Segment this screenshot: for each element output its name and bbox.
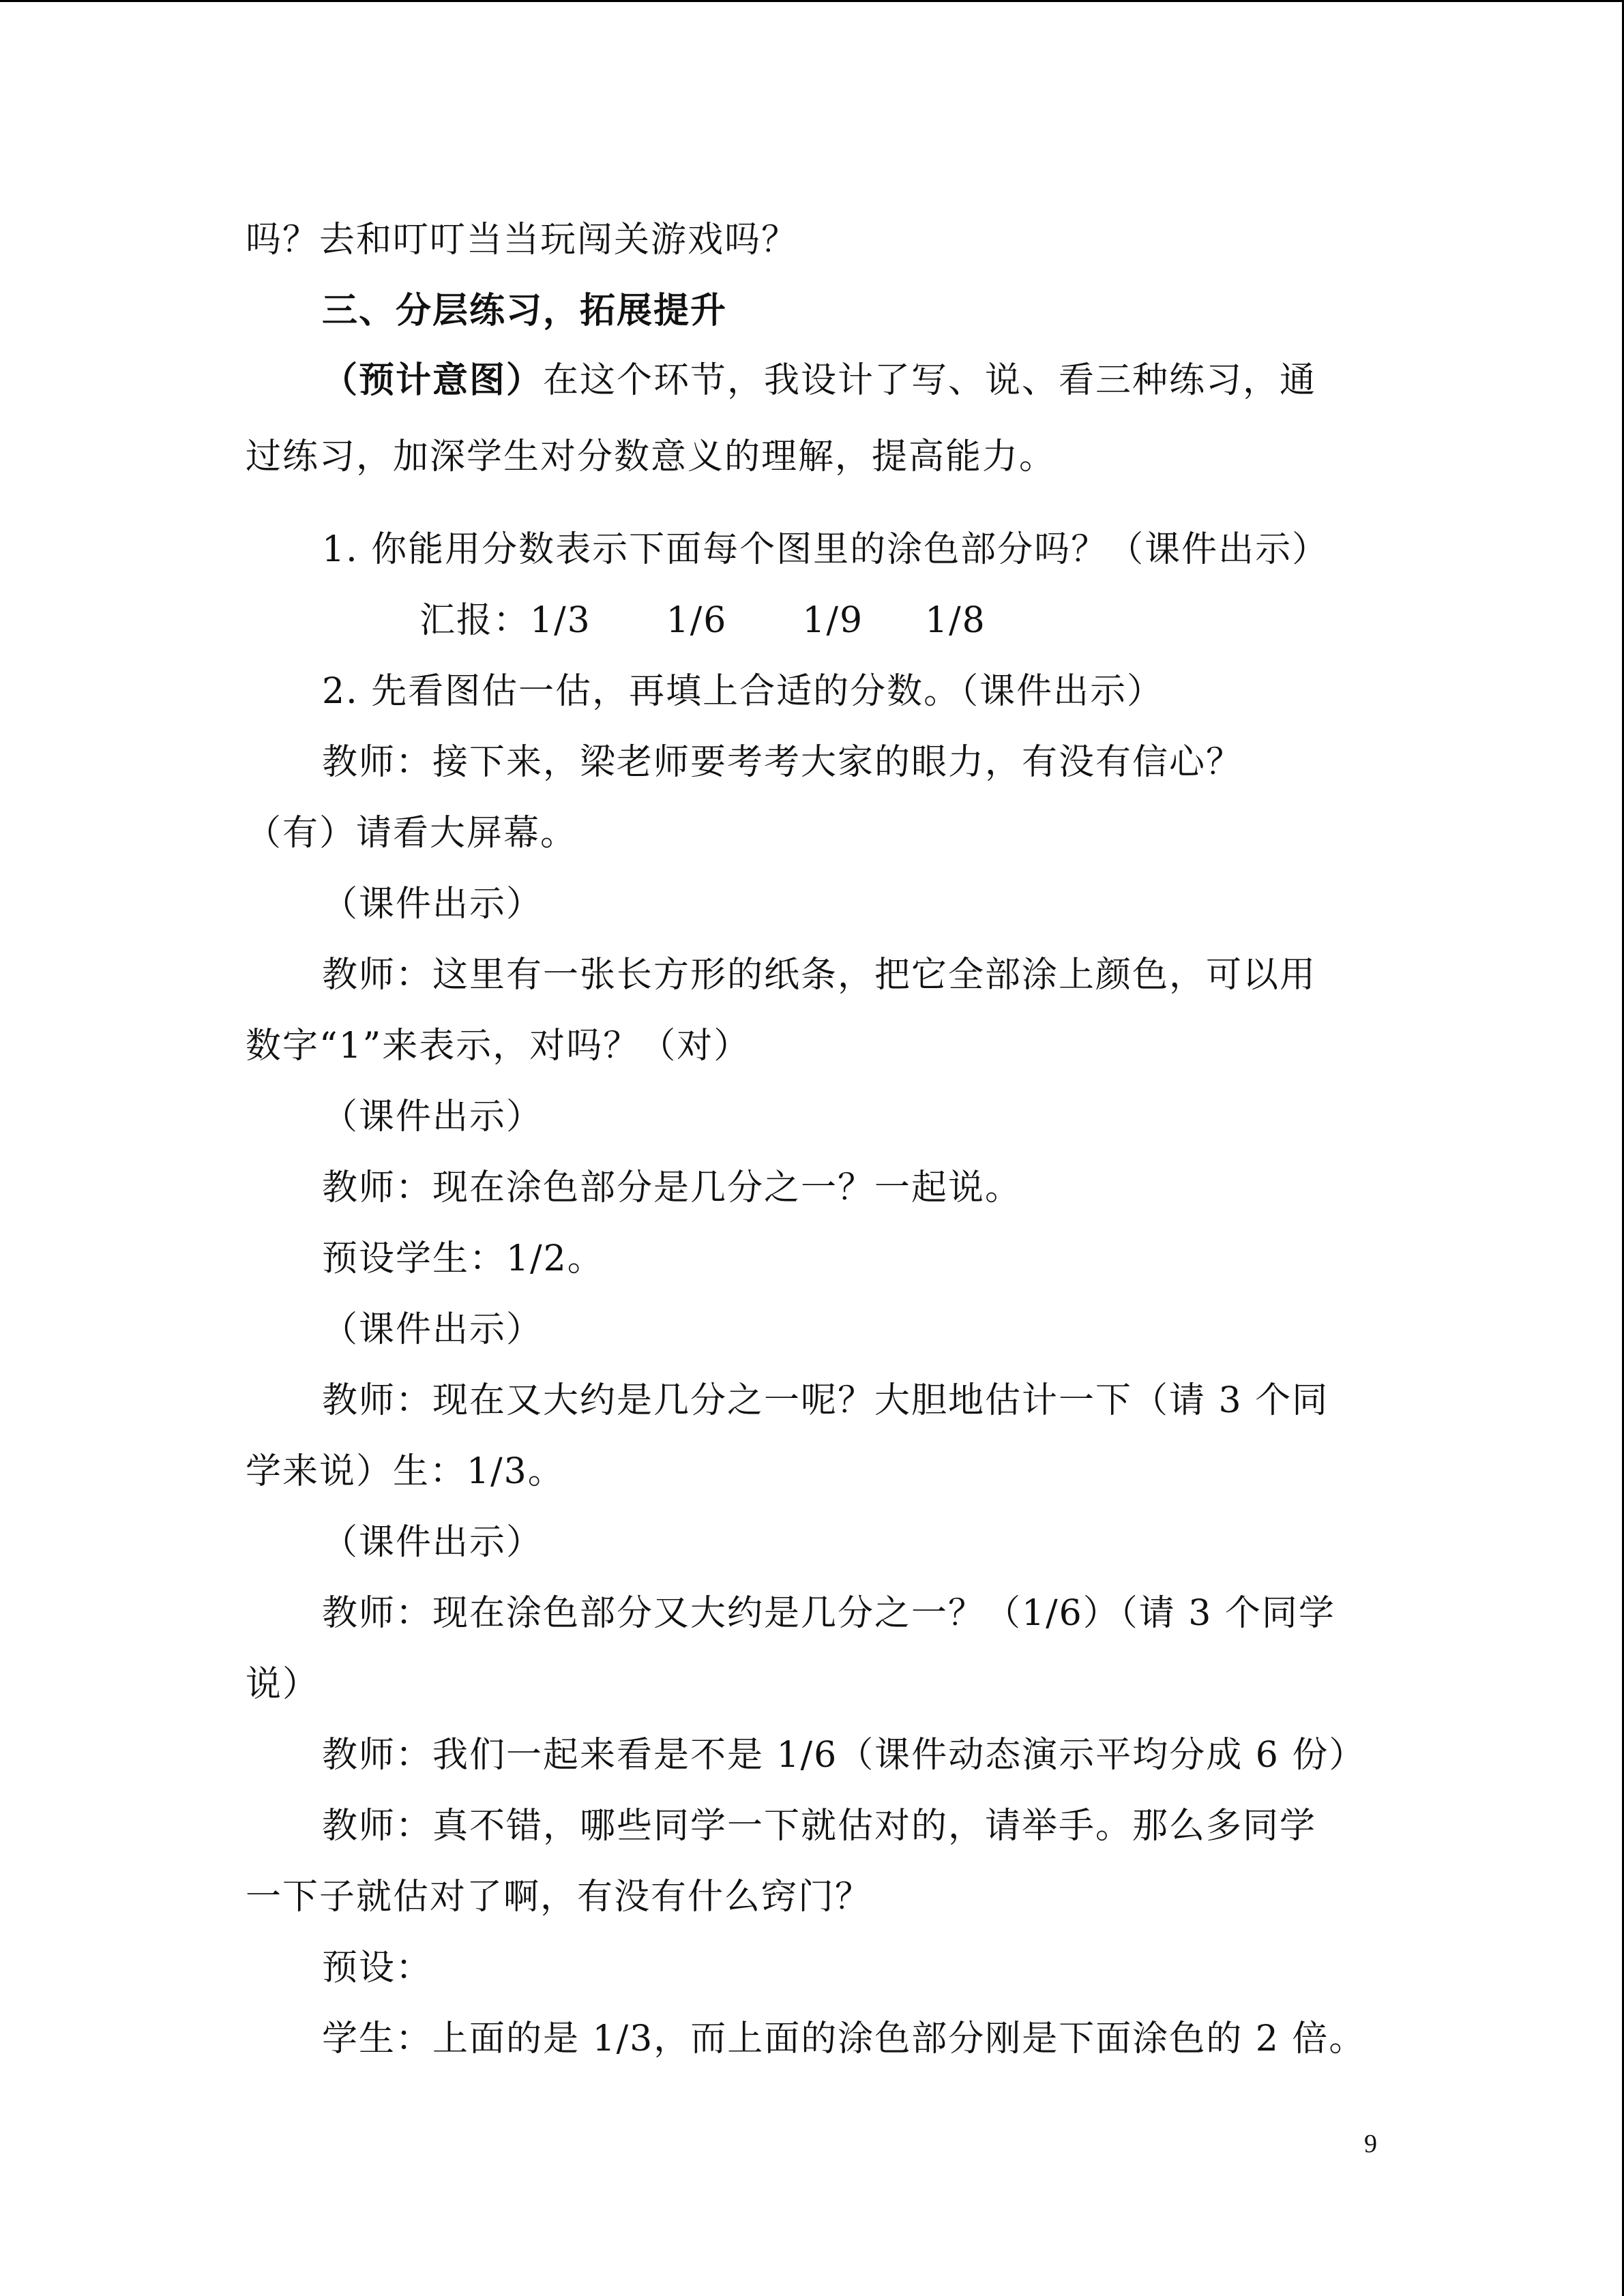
dialogue-line: 教师：现在又大约是几分之一呢？大胆地估计一下（请 3 个同 [322,1380,1329,1421]
stage-direction: （课件出示） [322,884,544,925]
stage-direction: （课件出示） [322,1522,544,1563]
dialogue-line: （有）请看大屏幕。 [246,813,578,854]
report-value: 1/3 [530,600,591,641]
dialogue-line: 教师：接下来，梁老师要考考大家的眼力，有没有信心？ [322,742,1243,783]
report-value: 1/8 [925,600,986,641]
dialogue-line: 说） [246,1664,320,1705]
stage-direction: （课件出示） [322,1309,544,1350]
report-value: 1/9 [802,600,864,641]
stage-direction: （课件出示） [322,1097,544,1137]
dialogue-line: 教师：这里有一张长方形的纸条，把它全部涂上颜色，可以用 [322,955,1317,996]
dialogue-line: 预设： [322,1948,433,1988]
exercise-item-2: 2. 先看图估一估，再填上合适的分数。（课件出示） [322,671,1164,712]
dialogue-line: 预设学生：1/2。 [322,1238,604,1279]
dialogue-line: 数字“1”来表示，对吗？（对） [246,1026,751,1067]
dialogue-line: 教师：现在涂色部分又大约是几分之一？（1/6）（请 3 个同学 [322,1593,1335,1634]
dialogue-line: 学来说）生：1/3。 [246,1451,565,1492]
intent-paragraph-line [322,359,1316,402]
page-number: 9 [1364,2130,1377,2158]
dialogue-line: 学生：上面的是 1/3，而上面的涂色部分刚是下面涂色的 2 倍。 [322,2018,1366,2059]
section-heading: 三、分层练习，拓展提升 [322,290,728,331]
paragraph-line: 过练习，加深学生对分数意义的理解，提高能力。 [246,436,1057,477]
intent-label: （预计意图） [322,359,544,401]
report-label: 汇报： [419,600,531,641]
exercise-item-1: 1. 你能用分数表示下面每个图里的涂色部分吗？（课件出示） [322,529,1329,570]
report-line [419,599,986,642]
paragraph-line: 吗？去和叮叮当当玩闯关游戏吗？ [246,220,799,260]
dialogue-line: 一下子就估对了啊，有没有什么窍门？ [246,1877,872,1918]
dialogue-line: 教师：现在涂色部分是几分之一？一起说。 [322,1167,1022,1208]
dialogue-line: 教师：真不错，哪些同学一下就估对的，请举手。那么多同学 [322,1806,1317,1847]
report-value: 1/6 [666,600,728,641]
dialogue-line: 教师：我们一起来看是不是 1/6（课件动态演示平均分成 6 份） [322,1735,1366,1776]
page-top-border [0,0,1624,2]
intent-text: 在这个环节，我设计了写、说、看三种练习，通 [543,360,1317,401]
